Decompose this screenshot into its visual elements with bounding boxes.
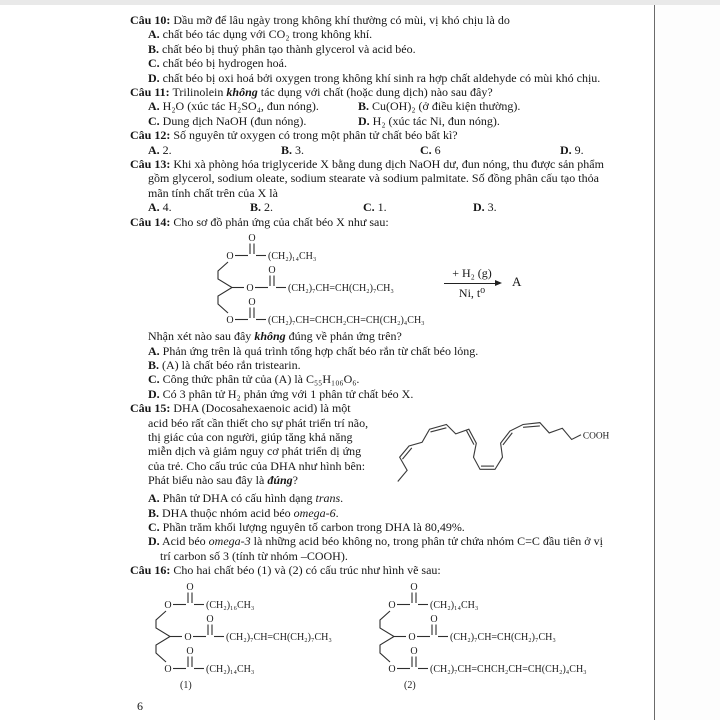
option-text: chất béo bị hydrogen hoá. (162, 56, 287, 71)
option-d (148, 387, 613, 401)
option-text: 3. (487, 200, 497, 215)
option-c (363, 200, 473, 214)
question-text: Trilinolein không tác dụng với chất (hoặc dung dịch) nào sau đây? (172, 85, 493, 100)
option-b (358, 99, 613, 113)
carbonyl-oxygen-label: O (410, 645, 418, 657)
page-number: 6 (137, 699, 143, 713)
option-text: 2. (264, 200, 274, 215)
ester-oxygen-label: O (246, 283, 254, 295)
fatty-chain-top: (CH₂)₁₄CH₃ (268, 251, 317, 263)
option-c (148, 372, 613, 386)
option-c (148, 520, 613, 534)
option-a (148, 27, 613, 41)
question-14 (130, 215, 613, 401)
question-stem (130, 85, 613, 99)
options-list (130, 344, 613, 402)
glycerol-backbone (156, 611, 170, 662)
option-text: 1. (377, 200, 387, 215)
option-letter: D. (148, 70, 160, 85)
reagent-label: + H₂ (g) (452, 266, 492, 281)
ester-oxygen-label: O (184, 631, 192, 643)
option-text: H₂O (xúc tác H₂SO₄, đun nóng). (162, 99, 319, 114)
option-letter: B. (148, 505, 160, 520)
option-d (560, 143, 613, 157)
question-number: Câu 13: (130, 157, 171, 172)
option-letter: C. (420, 142, 432, 157)
option-c (148, 114, 358, 128)
carbonyl-oxygen-label: O (206, 613, 214, 625)
option-letter: A. (148, 491, 160, 506)
glycerol-backbone (380, 611, 394, 662)
atom-labels (164, 582, 331, 691)
option-text: Phản ứng trên là quá trình tổng hợp chất béo rắn từ chất béo lỏng. (162, 343, 479, 358)
question-number: Câu 15: (130, 401, 171, 416)
option-d (358, 114, 613, 128)
question-text: Dầu mỡ để lâu ngày trong không khí thường có mùi, vị khó chịu là do (173, 13, 510, 27)
question-number: Câu 12: (130, 128, 171, 143)
ester-oxygen-label: O (164, 663, 172, 675)
option-letter: A. (148, 200, 160, 215)
option-letter: B. (281, 142, 293, 157)
option-c (420, 143, 560, 157)
option-a (148, 491, 613, 505)
option-letter: B. (358, 99, 370, 114)
reaction-scheme (194, 229, 613, 329)
option-text: 9. (574, 142, 584, 157)
triglyceride-structure-1 (132, 578, 354, 692)
question-text: DHA (Docosahexaenoic acid) là một acid béo rất cần thiết cho sự phát triển trí não, thị giác của con người, giúp tăng khả năng miễn dịch và giảm nguy cơ phát triển dị ứng của trẻ. Cho cấu trúc của DHA như hình bên: (148, 401, 369, 473)
question-number: Câu 14: (130, 214, 171, 229)
option-text: Công thức phân tử của (A) là C₅₅H₁₀₆O₆. (162, 372, 360, 387)
question-13 (130, 157, 613, 215)
question-text: Khi xà phòng hóa triglyceride X bằng dung dịch NaOH dư, đun nóng, thu được sản phẩm gồm glycerol, sodium oleate, sodium stearate và sodium palmitate. Số đồng phân cấu tạo thỏa mãn tính chất trên của X là (148, 157, 604, 200)
option-text: Phần trăm khối lượng nguyên tố carbon trong DHA là 80,49%. (162, 519, 465, 534)
question-number: Câu 16: (130, 563, 171, 578)
double-bond (402, 448, 411, 459)
cooh-group-label: COOH (582, 431, 610, 442)
question-text: Số nguyên tử oxygen có trong một phân tử chất béo bất kì? (173, 128, 458, 143)
option-text: 3. (295, 142, 305, 157)
option-text: Acid béo omega-3 là những acid béo không no, trong phân tử chứa nhóm C=C đầu tiên ở vị trí carbon số 3 (tính từ nhóm –COOH). (160, 534, 603, 563)
question-12 (130, 128, 613, 157)
option-b (281, 143, 420, 157)
option-letter: A. (148, 343, 160, 358)
option-letter: C. (148, 56, 160, 71)
options-list (130, 99, 613, 128)
fatty-chain-middle: (CH₂)₇CH=CH(CH₂)₇CH₃ (226, 631, 332, 643)
option-letter: C. (148, 113, 160, 128)
option-text: chất béo bị thuỷ phân tạo thành glycerol và acid béo. (162, 41, 416, 56)
option-letter: D. (148, 534, 160, 549)
option-letter: D. (148, 386, 160, 401)
question-number: Câu 11: (130, 85, 170, 100)
catalyst-label: Ni, t⁰ (458, 286, 486, 301)
glycerol-backbone (218, 262, 232, 313)
option-text: DHA thuộc nhóm acid béo omega-6. (162, 505, 339, 520)
option-text: Có 3 phân tử H₂ phản ứng với 1 phân tử chất béo X. (162, 386, 414, 401)
question-note: Nhận xét nào sau đây không đúng về phản ứng trên? (148, 329, 402, 344)
option-d (148, 71, 613, 85)
option-letter: C. (148, 372, 160, 387)
option-letter: D. (358, 113, 370, 128)
option-a (148, 200, 250, 214)
option-letter: B. (148, 357, 160, 372)
option-letter: B. (250, 200, 262, 215)
dha-skeletal-structure (377, 403, 613, 489)
fatty-chain-top: (CH₂)₁₆CH₃ (206, 599, 255, 611)
option-letter: A. (148, 27, 160, 42)
option-text: chất béo tác dụng với CO₂ trong không khí. (162, 27, 373, 42)
option-text: Cu(OH)₂ (ở điều kiện thường). (372, 99, 521, 114)
option-letter: C. (148, 519, 160, 534)
carbonyl-oxygen-label: O (186, 645, 194, 657)
question-10 (130, 13, 613, 85)
fatty-chain-middle: (CH₂)₇CH=CH(CH₂)₇CH₃ (450, 631, 556, 643)
option-b (148, 42, 613, 56)
option-b (148, 506, 613, 520)
question-stem (130, 563, 613, 577)
options-list (130, 27, 613, 85)
page-content (0, 5, 654, 692)
option-letter: A. (148, 99, 160, 114)
product-label: A (512, 274, 522, 290)
question-stem (130, 13, 613, 27)
triglyceride-structure-2 (356, 578, 612, 692)
carbon-chain (398, 423, 581, 482)
structure-tag: (2) (404, 679, 416, 691)
option-d (148, 534, 613, 563)
option-letter: B. (148, 41, 160, 56)
option-letter: D. (560, 142, 572, 157)
ester-oxygen-label: O (164, 599, 172, 611)
question-number: Câu 10: (130, 13, 171, 27)
question-stem (130, 128, 613, 142)
atom-labels (226, 233, 424, 326)
carbonyl-oxygen-label: O (248, 233, 256, 245)
question-text: Cho hai chất béo (1) và (2) có cấu trúc như hình vẽ sau: (173, 563, 441, 578)
fatty-chain-middle: (CH₂)₇CH=CH(CH₂)₇CH₃ (288, 283, 394, 295)
option-letter: D. (473, 200, 485, 215)
option-text: H₂ (xúc tác Ni, đun nóng). (372, 113, 500, 128)
option-a (148, 143, 281, 157)
option-text: 2. (162, 142, 172, 157)
fatty-chain-top: (CH₂)₁₄CH₃ (430, 599, 479, 611)
structure-tag: (1) (180, 679, 192, 691)
carbonyl-oxygen-label: O (430, 613, 438, 625)
option-a (148, 99, 358, 113)
carbonyl-oxygen-label: O (186, 581, 194, 593)
options-list (130, 143, 613, 157)
question-prompt: Phát biểu nào sau đây là đúng? (148, 473, 298, 488)
fatty-chain-bottom: (CH₂)₇CH=CHCH₂CH=CH(CH₂)₄CH₃ (430, 663, 587, 675)
triglyceride-structure-x (194, 229, 434, 329)
question-11 (130, 85, 613, 128)
option-c (148, 56, 613, 70)
fatty-chain-bottom: (CH₂)₇CH=CHCH₂CH=CH(CH₂)₄CH₃ (268, 315, 425, 327)
option-b (250, 200, 363, 214)
options-list (130, 491, 613, 563)
ester-oxygen-label: O (388, 663, 396, 675)
bond-lines (398, 423, 581, 482)
option-text: Phân tử DHA có cấu hình dạng trans. (162, 491, 344, 506)
ester-oxygen-label: O (388, 599, 396, 611)
question-16 (130, 563, 613, 691)
option-a (148, 344, 613, 358)
question-text: Cho sơ đồ phản ứng của chất béo X như sau: (173, 214, 389, 229)
options-list (130, 200, 613, 214)
double-bond (523, 426, 540, 427)
option-text: chất béo bị oxi hoá bởi oxygen trong không khí sinh ra hợp chất aldehyde có mùi khó chịu. (162, 70, 601, 85)
carbonyl-oxygen-label: O (248, 297, 256, 309)
option-text: Dung dịch NaOH (đun nóng). (162, 113, 307, 128)
reaction-arrow (444, 267, 500, 300)
option-b (148, 358, 613, 372)
option-text: (A) là chất béo rắn tristearin. (162, 357, 301, 372)
option-d (473, 200, 613, 214)
arrow-icon (444, 283, 500, 284)
document-page (0, 5, 655, 720)
option-text: 4. (162, 200, 172, 215)
ester-oxygen-label: O (226, 315, 234, 327)
fat-structures (132, 578, 613, 692)
ester-oxygen-label: O (408, 631, 416, 643)
question-15 (130, 401, 613, 563)
carbonyl-oxygen-label: O (268, 265, 276, 277)
ester-oxygen-label: O (226, 251, 234, 263)
option-letter: A. (148, 142, 160, 157)
question-stem (130, 215, 613, 229)
option-text: 6 (434, 142, 441, 157)
carbonyl-oxygen-label: O (410, 581, 418, 593)
option-letter: C. (363, 200, 375, 215)
fatty-chain-bottom: (CH₂)₁₄CH₃ (206, 663, 255, 675)
question-stem (130, 157, 613, 200)
